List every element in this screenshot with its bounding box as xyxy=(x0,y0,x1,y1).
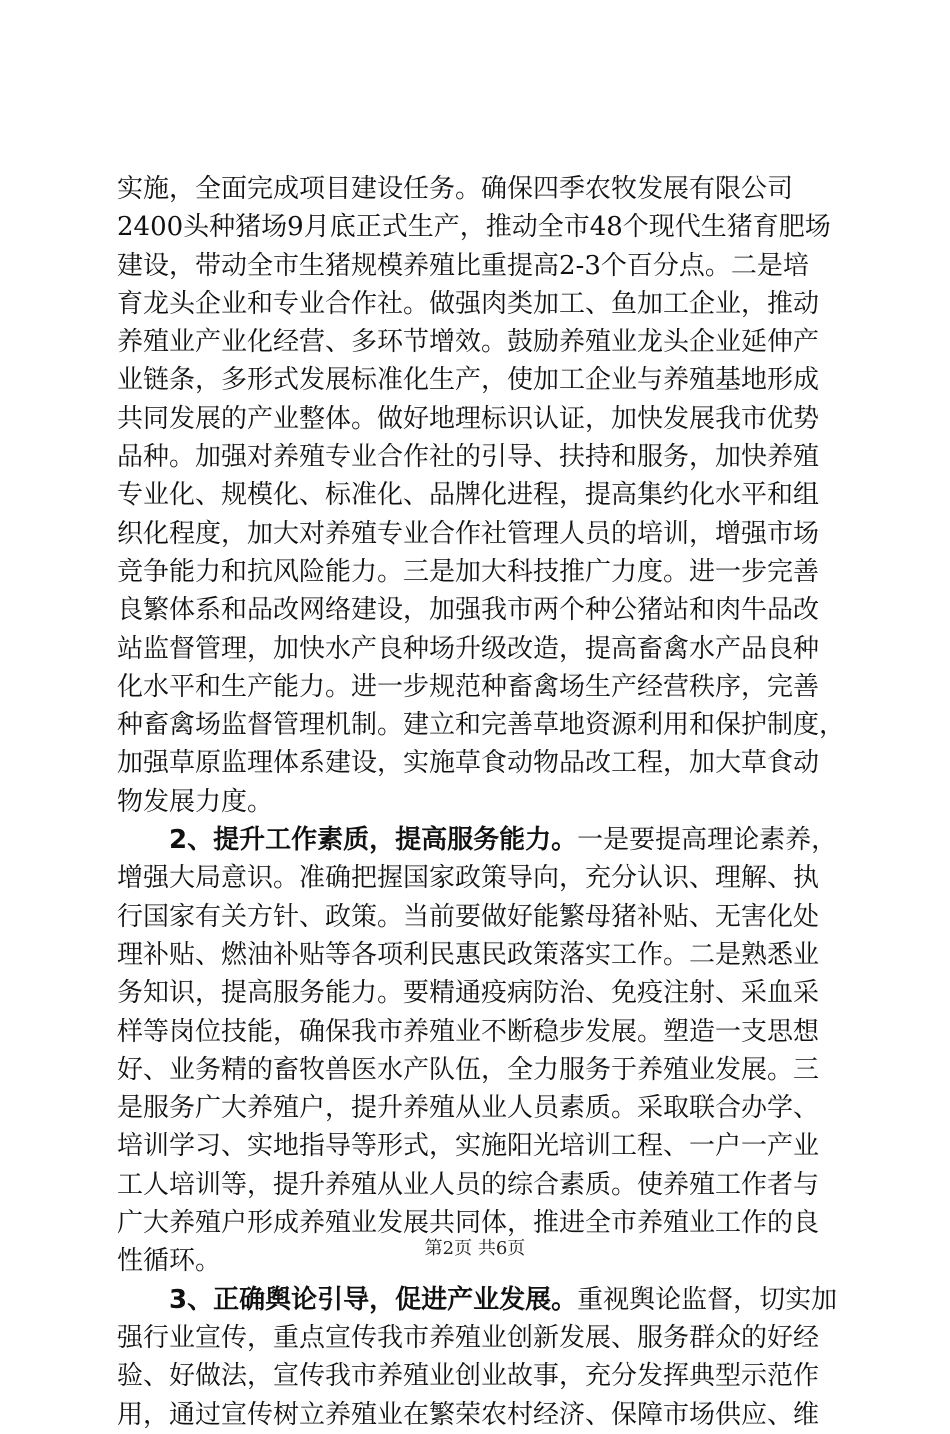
line-text: 竞争能力和抗风险能力。三是加大科技推广力度。进一步完善 xyxy=(117,556,820,587)
text-line xyxy=(117,783,837,821)
line-text: 物发展力度。 xyxy=(117,786,274,817)
line-text: 验、好做法，宣传我市养殖业创业故事，充分发挥典型示范作 xyxy=(117,1361,820,1392)
text-line xyxy=(117,1127,837,1165)
text-line xyxy=(117,361,837,399)
line-text: 是服务广大养殖户，提升养殖从业人员素质。采取联合办学、 xyxy=(117,1093,820,1124)
line-text: 广大养殖户形成养殖业发展共同体，推进全市养殖业工作的良 xyxy=(117,1208,820,1239)
line-text: 一是要提高理论素养， xyxy=(577,825,838,856)
text-line xyxy=(117,630,837,668)
line-text: 加强草原监理体系建设，实施草食动物品改工程，加大草食动 xyxy=(117,748,820,779)
line-text: 用，通过宣传树立养殖业在繁荣农村经济、保障市场供应、维 xyxy=(117,1399,820,1430)
text-line xyxy=(117,744,837,782)
line-text: 样等岗位技能，确保我市养殖业不断稳步发展。塑造一支思想 xyxy=(117,1016,820,1047)
text-line xyxy=(117,898,837,936)
text-line xyxy=(117,936,837,974)
section-heading: 2、提升工作素质，提高服务能力。 xyxy=(169,825,578,856)
text-line xyxy=(117,1013,837,1051)
text-line xyxy=(117,247,837,285)
line-text: 站监督管理，加快水产良种场升级改造，提高畜禽水产品良种 xyxy=(117,633,820,664)
text-line xyxy=(117,1319,837,1357)
text-line xyxy=(117,1166,837,1204)
section-heading: 3、正确舆论引导，促进产业发展。 xyxy=(169,1284,578,1315)
text-line xyxy=(117,1051,837,1089)
text-line xyxy=(117,400,837,438)
line-text: 强行业宣传，重点宣传我市养殖业创新发展、服务群众的好经 xyxy=(117,1322,820,1353)
text-line xyxy=(117,553,837,591)
text-line xyxy=(117,1357,837,1395)
text-line xyxy=(117,1281,837,1319)
line-text: 业链条，多形式发展标准化生产，使加工企业与养殖基地形成 xyxy=(117,365,820,396)
text-line xyxy=(117,668,837,706)
text-line xyxy=(117,821,837,859)
text-line xyxy=(117,1089,837,1127)
line-text: 种畜禽场监督管理机制。建立和完善草地资源利用和保护制度， xyxy=(117,710,846,741)
line-text: 好、业务精的畜牧兽医水产队伍，全力服务于养殖业发展。三 xyxy=(117,1054,820,1085)
line-text: 性循环。 xyxy=(117,1246,222,1277)
line-text: 务知识，提高服务能力。要精通疫病防治、免疫注射、采血采 xyxy=(117,978,820,1009)
text-line xyxy=(117,476,837,514)
line-text: 织化程度，加大对养殖专业合作社管理人员的培训，增强市场 xyxy=(117,518,820,549)
text-line xyxy=(117,285,837,323)
text-line xyxy=(117,515,837,553)
line-text: 共同发展的产业整体。做好地理标识认证，加快发展我市优势 xyxy=(117,403,820,434)
line-text: 培训学习、实地指导等形式，实施阳光培训工程、一户一产业 xyxy=(117,1131,820,1162)
text-line xyxy=(117,974,837,1012)
line-text: 化水平和生产能力。进一步规范种畜禽场生产经营秩序，完善 xyxy=(117,671,820,702)
line-text: 理补贴、燃油补贴等各项利民惠民政策落实工作。二是熟悉业 xyxy=(117,939,820,970)
text-line xyxy=(117,323,837,361)
line-text: 实施，全面完成项目建设任务。确保四季农牧发展有限公司 xyxy=(117,174,794,204)
line-text: 增强大局意识。准确把握国家政策导向，充分认识、理解、执 xyxy=(117,863,820,894)
line-text: 重视舆论监督，切实加 xyxy=(577,1284,838,1315)
page-footer: 第2页 共6页 xyxy=(424,1238,526,1259)
text-line xyxy=(117,706,846,744)
text-line xyxy=(117,208,837,246)
line-text: 建设，带动全市生猪规模养殖比重提高2-3个百分点。二是培 xyxy=(117,250,809,281)
line-text: 品种。加强对养殖专业合作社的引导、扶持和服务，加快养殖 xyxy=(117,442,820,473)
line-text: 育龙头企业和专业合作社。做强肉类加工、鱼加工企业，推动 xyxy=(117,288,820,319)
text-line xyxy=(117,1396,837,1434)
text-line xyxy=(117,859,837,897)
line-text: 2400头种猪场9月底正式生产，推动全市48个现代生猪育肥场 xyxy=(117,212,831,243)
line-text: 良繁体系和品改网络建设，加强我市两个种公猪站和肉牛品改 xyxy=(117,595,820,626)
line-text: 工人培训等，提升养殖从业人员的综合素质。使养殖工作者与 xyxy=(117,1169,820,1200)
text-line xyxy=(117,591,837,629)
line-text: 专业化、规模化、标准化、品牌化进程，提高集约化水平和组 xyxy=(117,480,820,511)
text-line xyxy=(117,170,837,208)
text-line xyxy=(117,438,837,476)
line-text: 行国家有关方针、政策。当前要做好能繁母猪补贴、无害化处 xyxy=(117,901,820,932)
line-text: 养殖业产业化经营、多环节增效。鼓励养殖业龙头企业延伸产 xyxy=(117,327,820,358)
